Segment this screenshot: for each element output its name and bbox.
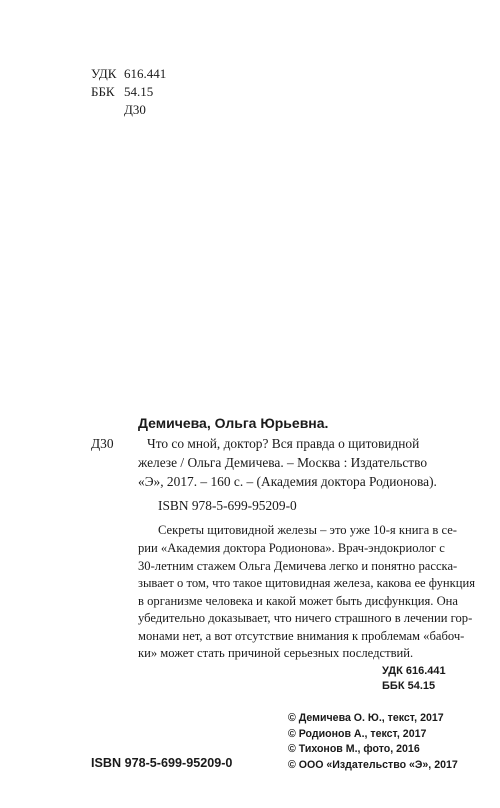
catalog-line-2: железе / Ольга Демичева. – Москва : Издательство xyxy=(138,455,428,470)
catalog-line-3: «Э», 2017. – 160 с. – (Академия доктора Родионова). xyxy=(138,474,437,489)
udk-line xyxy=(91,66,166,82)
author-mark-top: Д30 xyxy=(124,102,146,117)
bbk-line xyxy=(91,84,153,100)
copyright-line-2: © Родионов А., текст, 2017 xyxy=(288,728,427,740)
catalog-isbn: ISBN 978-5-699-95209-0 xyxy=(158,498,297,513)
abstract-line-8: ки» может стать причиной серьезных последствий. xyxy=(138,646,414,660)
udk-value: 616.441 xyxy=(124,66,167,81)
abstract-line-7: монами нет, а вот отсутствие внимания к проблемам «бабоч- xyxy=(138,629,465,643)
abstract-line-1: Секреты щитовидной железы – это уже 10-я книга в се- xyxy=(158,523,457,537)
bbk-value: 54.15 xyxy=(124,84,154,99)
author-mark-card: Д30 xyxy=(91,436,114,451)
copyright-line-3: © Тихонов М., фото, 2016 xyxy=(288,743,420,755)
abstract-line-3: 30-летним стажем Ольга Демичева легко и понятно расска- xyxy=(138,559,458,573)
udk-label: УДК xyxy=(91,66,117,81)
copyright-line-4: © ООО «Издательство «Э», 2017 xyxy=(288,759,458,771)
abstract-line-5: в организме человека и какой может быть дисфункция. Она xyxy=(138,594,459,608)
card-bbk: ББК 54.15 xyxy=(382,680,436,692)
copyright-line-1: © Демичева О. Ю., текст, 2017 xyxy=(288,712,444,724)
author-heading: Демичева, Ольга Юрьевна. xyxy=(138,415,329,431)
bbk-label: ББК xyxy=(91,84,115,99)
abstract-line-2: рии «Академия доктора Родионова». Врач-эндокриолог с xyxy=(138,541,445,555)
abstract-line-6: убедительно доказывает, что ничего страшного в лечении гор- xyxy=(138,611,473,625)
card-udk: УДК 616.441 xyxy=(382,665,446,677)
abstract-line-4: зывает о том, что такое щитовидная железа, какова ее функция xyxy=(138,576,476,590)
catalog-line-1: Что со мной, доктор? Вся правда о щитовидной xyxy=(147,436,420,451)
isbn-footer: ISBN 978-5-699-95209-0 xyxy=(91,756,233,770)
